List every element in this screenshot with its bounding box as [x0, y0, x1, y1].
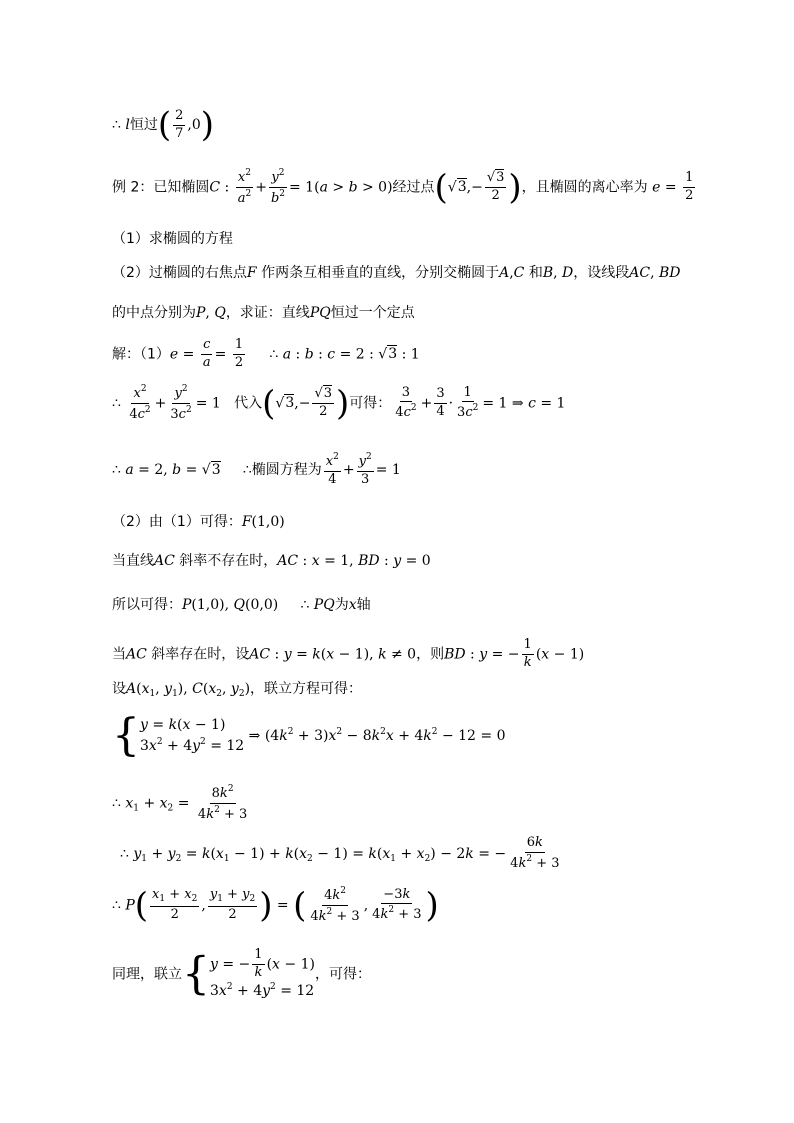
sum-x: ∴ $x_1 + x_2$ = $\frac{8k^2}{4k^2 + 3}$ — [112, 784, 248, 822]
line-conclusion: ∴ l恒过( $\frac{2}{7}$ ,0) — [112, 105, 215, 145]
example-label: 例 2：已知椭圆 — [112, 179, 210, 196]
sum-y: ∴ $y_1 + y_2 = k(x_1 - 1) + k(x_2 - 1) = k(x_1 + x_2) - 2k$ = − $\frac{6k}{4k^2 + 3}$ — [120, 835, 560, 871]
solution-ellipse-equation: ∴ a = 2, b = √3 ∴椭圆方程为 $\frac{x^2}{4}$ + $\frac{y^2}{3}$ = 1 — [112, 452, 401, 487]
text-passes: 恒过 — [129, 117, 158, 133]
similarly-system: 同理，联立{ y = − $\frac{1}{k}$ (x − 1) $3x^2 + 4y^2 = 12$ ，可得： — [112, 947, 371, 1000]
case-slope: 当AC 斜率存在时，设AC : y = k(x − 1), k ≠ 0，则BD : y = − $\frac{1}{k}$ (x − 1) — [112, 637, 585, 670]
case-vertical-result: 所以可得：P(1,0), Q(0,0) ∴ PQ为x轴 — [112, 597, 371, 613]
solution-substitute: ∴ $\frac{x^2}{4c^2}$ + $\frac{y^2}{3c^2}$ = 1 代入(√3,− $\frac{√3}{2}$ )可得： $\frac{3}{4c^2}$ + $\frac{3}{4}$ · $\frac{1}{3c^2}$ = 1 ⇒ c = 1 — [112, 383, 566, 424]
example-statement: 例 2：已知椭圆C : $\frac{x^2}{a^2}$ + $\frac{y^2}{b^2}$ = 1(a > b > 0)经过点(√3,− $\frac{√3}{2}$ )，且椭圆的离心率为 e = $\frac{1}{2}$ — [112, 167, 694, 208]
therefore-symbol: ∴ — [112, 117, 121, 133]
question-2-line1: （2）过椭圆的右焦点F 作两条互相垂直的直线，分别交椭圆于A,C 和B, D，设线段AC, BD — [112, 265, 681, 281]
setup-points: 设$A(x_1$, $y_1$), $C(x_2$, $y_2$)，联立方程可得： — [112, 681, 363, 699]
system-equation: { y = k(x − 1) $3x^2 + 4y^2 = 12$ ⇒ $(4k^2 + 3)x^2 - 8k^2x + 4k^2 - 12 = 0$ — [112, 710, 506, 761]
solution-eccentricity: 解：（1）e = $\frac{c}{a}$ = $\frac{1}{2}$ ∴ a : b : c = 2 : √3 : 1 — [112, 337, 420, 370]
question-1: （1）求椭圆的方程 — [112, 231, 233, 247]
midpoint-p: ∴ P( $\frac{x_1 + x_2}{2}$ , $\frac{y_1 + y_2}{2}$ ) = ( $\frac{4k^2}{4k^2 + 3}$ , $\frac{-3k}{4k^2 + 3}$ ) — [112, 885, 439, 926]
question-2-line2: 的中点分别为P, Q，求证：直线PQ恒过一个定点 — [112, 305, 415, 321]
solution-focus: （2）由（1）可得：F(1,0) — [112, 514, 285, 530]
case-vertical: 当直线AC 斜率不存在时，AC : x = 1, BD : y = 0 — [112, 553, 431, 569]
